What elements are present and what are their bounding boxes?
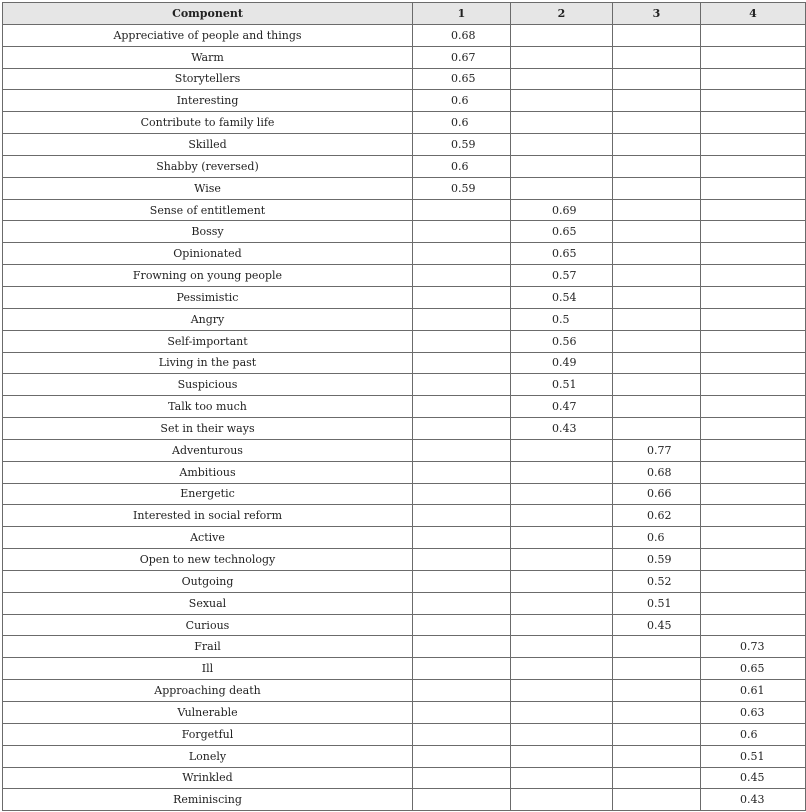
header-component-2: 2: [511, 3, 613, 25]
loading-component-1: 0.65: [413, 68, 511, 90]
loading-component-4: 0.51: [701, 745, 806, 767]
loading-component-3: [613, 745, 701, 767]
item-label: Frowning on young people: [3, 265, 413, 287]
loading-component-1: [413, 702, 511, 724]
loading-component-4: [701, 352, 806, 374]
loading-component-3: [613, 723, 701, 745]
item-label: Interested in social reform: [3, 505, 413, 527]
component-loadings-table: [2, 2, 806, 811]
loading-component-3: [613, 134, 701, 156]
loading-component-1: [413, 199, 511, 221]
loading-component-2: 0.47: [511, 396, 613, 418]
loading-component-3: [613, 46, 701, 68]
loading-component-3: [613, 374, 701, 396]
loading-component-2: [511, 68, 613, 90]
loading-component-4: [701, 199, 806, 221]
loading-component-1: 0.6: [413, 90, 511, 112]
item-label: Appreciative of people and things: [3, 24, 413, 46]
item-label: Open to new technology: [3, 549, 413, 571]
item-label: Sexual: [3, 592, 413, 614]
loading-component-2: [511, 614, 613, 636]
loading-component-1: [413, 461, 511, 483]
loading-component-3: [613, 680, 701, 702]
item-label: Curious: [3, 614, 413, 636]
table-header: [3, 3, 806, 25]
loading-component-1: [413, 439, 511, 461]
table-row: [3, 221, 806, 243]
loading-component-2: 0.65: [511, 221, 613, 243]
item-label: Ambitious: [3, 461, 413, 483]
loading-component-1: [413, 767, 511, 789]
table-row: [3, 155, 806, 177]
loading-component-2: [511, 570, 613, 592]
loading-component-3: [613, 330, 701, 352]
loading-component-2: [511, 636, 613, 658]
loading-component-1: [413, 636, 511, 658]
loading-component-2: [511, 461, 613, 483]
item-label: Approaching death: [3, 680, 413, 702]
loading-component-4: [701, 221, 806, 243]
loading-component-2: [511, 767, 613, 789]
loading-component-2: [511, 592, 613, 614]
loading-component-4: [701, 418, 806, 440]
table-row: [3, 483, 806, 505]
table-row: [3, 68, 806, 90]
table-row: [3, 439, 806, 461]
loading-component-3: [613, 418, 701, 440]
table-row: [3, 24, 806, 46]
loading-component-3: [613, 24, 701, 46]
loading-component-1: [413, 723, 511, 745]
loading-component-3: [613, 636, 701, 658]
loading-component-1: [413, 352, 511, 374]
loading-component-3: [613, 155, 701, 177]
loading-component-2: [511, 505, 613, 527]
item-label: Contribute to family life: [3, 112, 413, 134]
loading-component-1: 0.6: [413, 112, 511, 134]
table-row: [3, 658, 806, 680]
item-label: Warm: [3, 46, 413, 68]
loading-component-1: 0.6: [413, 155, 511, 177]
table-row: [3, 745, 806, 767]
item-label: Skilled: [3, 134, 413, 156]
item-label: Suspicious: [3, 374, 413, 396]
loading-component-3: [613, 199, 701, 221]
item-label: Wrinkled: [3, 767, 413, 789]
loading-component-2: [511, 177, 613, 199]
item-label: Adventurous: [3, 439, 413, 461]
item-label: Vulnerable: [3, 702, 413, 724]
loading-component-1: [413, 658, 511, 680]
table-row: [3, 592, 806, 614]
header-row: [3, 3, 806, 25]
table-row: [3, 680, 806, 702]
item-label: Lonely: [3, 745, 413, 767]
loading-component-4: [701, 527, 806, 549]
loading-component-1: [413, 418, 511, 440]
table-row: [3, 789, 806, 811]
loading-component-2: [511, 549, 613, 571]
loading-component-3: [613, 658, 701, 680]
loading-component-4: [701, 396, 806, 418]
item-label: Bossy: [3, 221, 413, 243]
table-row: [3, 418, 806, 440]
loading-component-1: [413, 265, 511, 287]
loading-component-4: [701, 614, 806, 636]
header-component-1: 1: [413, 3, 511, 25]
loading-component-4: [701, 330, 806, 352]
loading-component-1: [413, 549, 511, 571]
loading-component-4: 0.63: [701, 702, 806, 724]
loading-component-3: [613, 243, 701, 265]
loading-component-2: [511, 439, 613, 461]
loading-component-1: 0.59: [413, 134, 511, 156]
loading-component-2: 0.49: [511, 352, 613, 374]
loading-component-1: 0.68: [413, 24, 511, 46]
loading-component-2: [511, 680, 613, 702]
loading-component-4: [701, 46, 806, 68]
loading-component-3: [613, 789, 701, 811]
loading-component-4: [701, 243, 806, 265]
table-row: [3, 134, 806, 156]
loading-component-2: [511, 46, 613, 68]
loading-component-2: [511, 702, 613, 724]
loading-component-4: [701, 549, 806, 571]
loading-component-4: [701, 592, 806, 614]
table-row: [3, 549, 806, 571]
loading-component-3: [613, 352, 701, 374]
loading-component-4: [701, 24, 806, 46]
table-row: [3, 636, 806, 658]
loading-component-3: 0.77: [613, 439, 701, 461]
item-label: Set in their ways: [3, 418, 413, 440]
loading-component-3: 0.6: [613, 527, 701, 549]
loading-component-4: 0.6: [701, 723, 806, 745]
loading-component-4: [701, 286, 806, 308]
loading-component-3: 0.59: [613, 549, 701, 571]
loading-component-2: [511, 155, 613, 177]
loading-component-1: 0.67: [413, 46, 511, 68]
loading-component-4: [701, 374, 806, 396]
table-row: [3, 112, 806, 134]
loading-component-3: [613, 767, 701, 789]
item-label: Opinionated: [3, 243, 413, 265]
loading-component-4: 0.61: [701, 680, 806, 702]
table-row: [3, 352, 806, 374]
loading-component-2: [511, 658, 613, 680]
loading-component-1: 0.59: [413, 177, 511, 199]
header-component-3: 3: [613, 3, 701, 25]
loading-component-2: 0.65: [511, 243, 613, 265]
loading-component-1: [413, 483, 511, 505]
loading-component-2: [511, 789, 613, 811]
loading-component-1: [413, 527, 511, 549]
loading-component-2: [511, 134, 613, 156]
loading-component-3: [613, 112, 701, 134]
loading-component-1: [413, 592, 511, 614]
table-row: [3, 308, 806, 330]
loading-component-1: [413, 330, 511, 352]
loading-component-3: 0.52: [613, 570, 701, 592]
item-label: Talk too much: [3, 396, 413, 418]
table-row: [3, 46, 806, 68]
loading-component-4: [701, 177, 806, 199]
loading-component-1: [413, 243, 511, 265]
loading-component-4: [701, 461, 806, 483]
header-component-4: 4: [701, 3, 806, 25]
loading-component-1: [413, 505, 511, 527]
loading-component-1: [413, 374, 511, 396]
table-row: [3, 396, 806, 418]
item-label: Outgoing: [3, 570, 413, 592]
table-row: [3, 570, 806, 592]
loading-component-1: [413, 570, 511, 592]
loading-component-3: [613, 396, 701, 418]
table-row: [3, 265, 806, 287]
item-label: Pessimistic: [3, 286, 413, 308]
loading-component-4: 0.65: [701, 658, 806, 680]
table-row: [3, 505, 806, 527]
item-label: Frail: [3, 636, 413, 658]
table-row: [3, 286, 806, 308]
loading-component-3: [613, 265, 701, 287]
loading-component-2: [511, 90, 613, 112]
table-row: [3, 199, 806, 221]
loading-component-3: 0.68: [613, 461, 701, 483]
item-label: Wise: [3, 177, 413, 199]
loading-component-3: 0.66: [613, 483, 701, 505]
loading-component-2: [511, 483, 613, 505]
loading-component-4: [701, 505, 806, 527]
loading-component-3: 0.45: [613, 614, 701, 636]
table-row: [3, 614, 806, 636]
loading-component-1: [413, 789, 511, 811]
table-row: [3, 702, 806, 724]
loading-component-2: 0.51: [511, 374, 613, 396]
loading-component-2: 0.69: [511, 199, 613, 221]
loading-component-4: [701, 570, 806, 592]
item-label: Self-important: [3, 330, 413, 352]
loading-component-2: [511, 723, 613, 745]
table-row: [3, 527, 806, 549]
loading-component-2: 0.57: [511, 265, 613, 287]
loading-component-4: [701, 308, 806, 330]
table-body: [3, 24, 806, 810]
table-row: [3, 767, 806, 789]
loading-component-4: 0.45: [701, 767, 806, 789]
loading-component-2: 0.43: [511, 418, 613, 440]
loading-component-4: 0.73: [701, 636, 806, 658]
loading-component-4: [701, 134, 806, 156]
loading-component-1: [413, 396, 511, 418]
loading-component-3: [613, 221, 701, 243]
header-component: Component: [3, 3, 413, 25]
item-label: Shabby (reversed): [3, 155, 413, 177]
item-label: Angry: [3, 308, 413, 330]
item-label: Sense of entitlement: [3, 199, 413, 221]
loading-component-4: [701, 90, 806, 112]
loading-component-4: [701, 155, 806, 177]
loading-component-3: [613, 702, 701, 724]
loading-component-4: [701, 112, 806, 134]
loading-component-1: [413, 680, 511, 702]
loading-component-1: [413, 745, 511, 767]
loading-component-2: 0.5: [511, 308, 613, 330]
loading-component-3: 0.62: [613, 505, 701, 527]
table-row: [3, 243, 806, 265]
loading-component-4: [701, 265, 806, 287]
loading-component-2: 0.54: [511, 286, 613, 308]
loading-component-1: [413, 614, 511, 636]
item-label: Living in the past: [3, 352, 413, 374]
table-row: [3, 461, 806, 483]
loading-component-2: [511, 745, 613, 767]
item-label: Forgetful: [3, 723, 413, 745]
table-row: [3, 330, 806, 352]
table-row: [3, 177, 806, 199]
loading-component-1: [413, 286, 511, 308]
item-label: Storytellers: [3, 68, 413, 90]
table-row: [3, 90, 806, 112]
loading-component-3: 0.51: [613, 592, 701, 614]
loading-component-3: [613, 68, 701, 90]
loading-component-3: [613, 177, 701, 199]
loading-component-3: [613, 90, 701, 112]
item-label: Interesting: [3, 90, 413, 112]
item-label: Reminiscing: [3, 789, 413, 811]
loading-component-4: 0.43: [701, 789, 806, 811]
loading-component-1: [413, 308, 511, 330]
table-row: [3, 374, 806, 396]
loading-component-3: [613, 308, 701, 330]
loading-component-3: [613, 286, 701, 308]
loading-component-2: [511, 24, 613, 46]
loading-component-1: [413, 221, 511, 243]
loading-component-4: [701, 483, 806, 505]
loading-component-4: [701, 68, 806, 90]
loading-component-2: 0.56: [511, 330, 613, 352]
table-row: [3, 723, 806, 745]
item-label: Ill: [3, 658, 413, 680]
loading-component-2: [511, 112, 613, 134]
item-label: Active: [3, 527, 413, 549]
item-label: Energetic: [3, 483, 413, 505]
loading-component-4: [701, 439, 806, 461]
loading-component-2: [511, 527, 613, 549]
